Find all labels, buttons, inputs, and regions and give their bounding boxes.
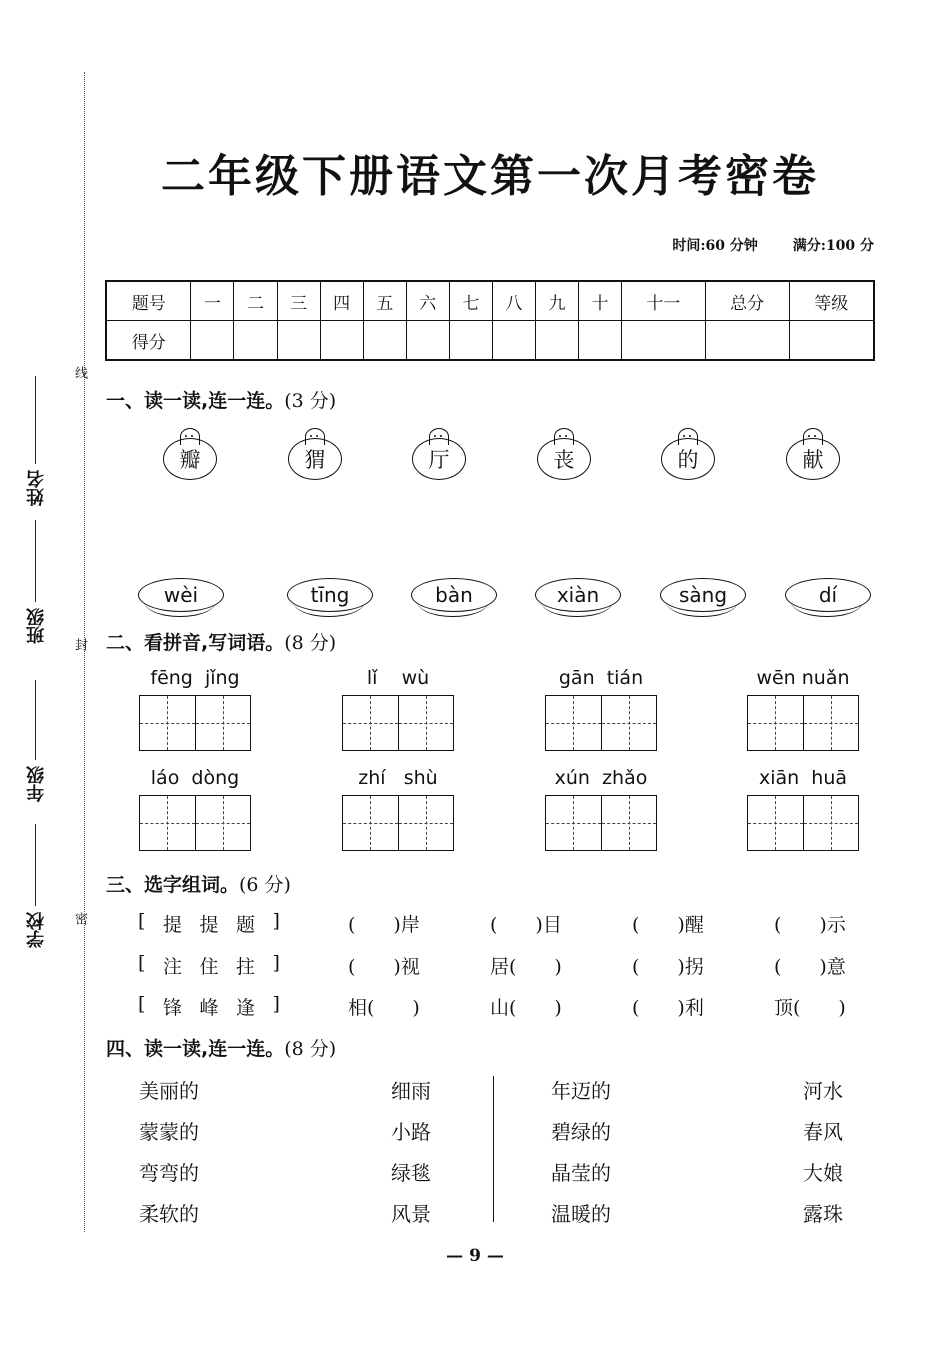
class-blank-line[interactable] xyxy=(35,520,36,602)
grade-label: 年级 xyxy=(26,766,47,802)
score-table xyxy=(105,280,875,361)
section4-points: (8 分) xyxy=(284,1038,337,1060)
match-left-word[interactable]: 弯弯的 xyxy=(139,1161,199,1185)
score-input-cell[interactable] xyxy=(277,321,320,361)
fill-blank-word[interactable]: ( )意 xyxy=(774,956,846,978)
match-left-word[interactable]: 蒙蒙的 xyxy=(139,1120,199,1144)
section4-heading xyxy=(106,1034,336,1061)
fill-blank-word[interactable]: ( )视 xyxy=(348,956,420,978)
char-text: 瓣 xyxy=(163,438,217,480)
char-bubble[interactable] xyxy=(537,428,591,478)
section1-points: (3 分) xyxy=(284,390,337,412)
char-choice-group: [ 注 住 拄 ] xyxy=(138,952,280,978)
section1-title: 一、读一读,连一连。 xyxy=(106,390,285,412)
score-header-cell: 十 xyxy=(578,281,621,321)
char-text: 厅 xyxy=(412,438,466,480)
fill-blank-word[interactable]: ( )岸 xyxy=(348,914,420,936)
section3-heading xyxy=(106,870,291,897)
pinyin-dish[interactable] xyxy=(287,578,373,618)
match-left-word[interactable]: 晶莹的 xyxy=(551,1161,611,1185)
score-input-cell[interactable] xyxy=(578,321,621,361)
writing-grid[interactable] xyxy=(342,695,454,751)
score-input-cell[interactable] xyxy=(705,321,789,361)
writing-grid[interactable] xyxy=(139,795,251,851)
match-right-word[interactable]: 河水 xyxy=(803,1079,843,1103)
score-row-label: 得分 xyxy=(106,321,191,361)
pinyin-text: wèi xyxy=(138,578,224,612)
score-header-cell: 二 xyxy=(234,281,277,321)
char-text: 猬 xyxy=(288,438,342,480)
fill-blank-word[interactable]: ( )拐 xyxy=(632,956,704,978)
pinyin-text: xiàn xyxy=(535,578,621,612)
match-left-word[interactable]: 美丽的 xyxy=(139,1079,199,1103)
score-input-cell[interactable] xyxy=(449,321,492,361)
match-left-word[interactable]: 温暖的 xyxy=(551,1202,611,1226)
binding-word-mi: 密 xyxy=(72,912,87,925)
word-pinyin: gān tián xyxy=(558,667,644,689)
exam-meta xyxy=(642,235,874,255)
section3-points: (6 分) xyxy=(239,874,291,896)
char-choice-group: [ 锋 峰 逢 ] xyxy=(138,993,280,1019)
pinyin-dish[interactable] xyxy=(660,578,746,618)
page-title: 二年级下册语文第一次月考密卷 xyxy=(161,151,819,202)
score-header-cell: 五 xyxy=(363,281,406,321)
match-right-word[interactable]: 细雨 xyxy=(391,1079,431,1103)
char-text: 的 xyxy=(661,438,715,480)
word-pinyin: wēn nuǎn xyxy=(756,667,850,689)
school-blank-line[interactable] xyxy=(35,824,36,906)
section1-heading xyxy=(106,386,336,413)
pinyin-dish[interactable] xyxy=(785,578,871,618)
score-header-cell: 十一 xyxy=(622,281,706,321)
fill-blank-word[interactable]: 顶( ) xyxy=(774,997,846,1019)
match-right-word[interactable]: 小路 xyxy=(391,1120,431,1144)
section2-heading xyxy=(106,628,336,655)
score-input-cell[interactable] xyxy=(535,321,578,361)
score-header-cell: 三 xyxy=(277,281,320,321)
word-pinyin: xún zhǎo xyxy=(554,767,648,789)
name-blank-line[interactable] xyxy=(35,376,36,464)
section4-title: 四、读一读,连一连。 xyxy=(106,1038,285,1060)
score-input-cell[interactable] xyxy=(191,321,234,361)
fill-blank-word[interactable]: ( )目 xyxy=(490,914,562,936)
match-right-word[interactable]: 绿毯 xyxy=(391,1161,431,1185)
score-header-cell: 等级 xyxy=(789,281,874,321)
word-pinyin: láo dòng xyxy=(150,767,240,789)
char-text: 丧 xyxy=(537,438,591,480)
fill-blank-word[interactable]: 山( ) xyxy=(490,997,562,1019)
char-bubble[interactable] xyxy=(163,428,217,478)
grade-blank-line[interactable] xyxy=(35,680,36,760)
fill-blank-word[interactable]: ( )示 xyxy=(774,914,846,936)
word-pinyin: lǐ wù xyxy=(366,667,430,689)
binding-word-feng: 封 xyxy=(72,638,87,651)
score-input-cell[interactable] xyxy=(363,321,406,361)
writing-grid[interactable] xyxy=(545,695,657,751)
binding-word-xian: 线 xyxy=(72,366,87,379)
char-text: 献 xyxy=(786,438,840,480)
score-value-row xyxy=(106,321,874,361)
fill-blank-word[interactable]: 相( ) xyxy=(348,997,420,1019)
pinyin-dish[interactable] xyxy=(411,578,497,618)
score-header-cell: 一 xyxy=(191,281,234,321)
score-input-cell[interactable] xyxy=(406,321,449,361)
section2-points: (8 分) xyxy=(284,632,337,654)
match-right-word[interactable]: 大娘 xyxy=(803,1161,843,1185)
word-pinyin: zhí shù xyxy=(358,767,438,789)
writing-grid[interactable] xyxy=(139,695,251,751)
section4-divider xyxy=(493,1076,494,1222)
word-pinyin: xiān huā xyxy=(758,767,848,789)
fill-blank-word[interactable]: 居( ) xyxy=(490,956,562,978)
score-header-cell: 六 xyxy=(406,281,449,321)
score-header-cell: 四 xyxy=(320,281,363,321)
char-bubble[interactable] xyxy=(786,428,840,478)
score-header-cell: 题号 xyxy=(106,281,191,321)
writing-grid[interactable] xyxy=(342,795,454,851)
pinyin-text: sàng xyxy=(660,578,746,612)
pinyin-text: dí xyxy=(785,578,871,612)
score-header-cell: 总分 xyxy=(705,281,789,321)
match-right-word[interactable]: 露珠 xyxy=(803,1202,843,1226)
writing-grid[interactable] xyxy=(747,795,859,851)
fill-blank-word[interactable]: ( )利 xyxy=(632,997,704,1019)
class-label: 班级 xyxy=(26,608,47,644)
school-label: 学校 xyxy=(26,912,47,948)
score-input-cell[interactable] xyxy=(789,321,874,361)
score-input-cell[interactable] xyxy=(234,321,277,361)
score-header-cell: 八 xyxy=(492,281,535,321)
score-input-cell[interactable] xyxy=(320,321,363,361)
char-bubble[interactable] xyxy=(288,428,342,478)
char-bubble[interactable] xyxy=(661,428,715,478)
pinyin-dish[interactable] xyxy=(535,578,621,618)
match-left-word[interactable]: 碧绿的 xyxy=(551,1120,611,1144)
page-number: — 9 — xyxy=(446,1246,504,1266)
score-header-row xyxy=(106,281,874,321)
name-label: 姓名 xyxy=(26,470,47,506)
writing-grid[interactable] xyxy=(545,795,657,851)
writing-grid[interactable] xyxy=(747,695,859,751)
char-bubble[interactable] xyxy=(412,428,466,478)
fill-blank-word[interactable]: ( )醒 xyxy=(632,914,704,936)
score-header-cell: 九 xyxy=(535,281,578,321)
pinyin-text: tīng xyxy=(287,578,373,612)
pinyin-dish[interactable] xyxy=(138,578,224,618)
match-right-word[interactable]: 风景 xyxy=(391,1202,431,1226)
exam-time: 时间:60 分钟 xyxy=(672,238,758,254)
score-header-cell: 七 xyxy=(449,281,492,321)
score-input-cell[interactable] xyxy=(622,321,706,361)
exam-full-score: 满分:100 分 xyxy=(792,238,874,254)
section2-title: 二、看拼音,写词语。 xyxy=(106,632,285,654)
score-input-cell[interactable] xyxy=(492,321,535,361)
word-pinyin: fēng jǐng xyxy=(150,667,240,689)
match-left-word[interactable]: 柔软的 xyxy=(139,1202,199,1226)
match-left-word[interactable]: 年迈的 xyxy=(551,1079,611,1103)
pinyin-text: bàn xyxy=(411,578,497,612)
section3-title: 三、选字组词。 xyxy=(106,874,240,896)
char-choice-group: [ 提 提 题 ] xyxy=(138,910,280,936)
match-right-word[interactable]: 春风 xyxy=(803,1120,843,1144)
binding-dotted-line xyxy=(84,72,85,1232)
